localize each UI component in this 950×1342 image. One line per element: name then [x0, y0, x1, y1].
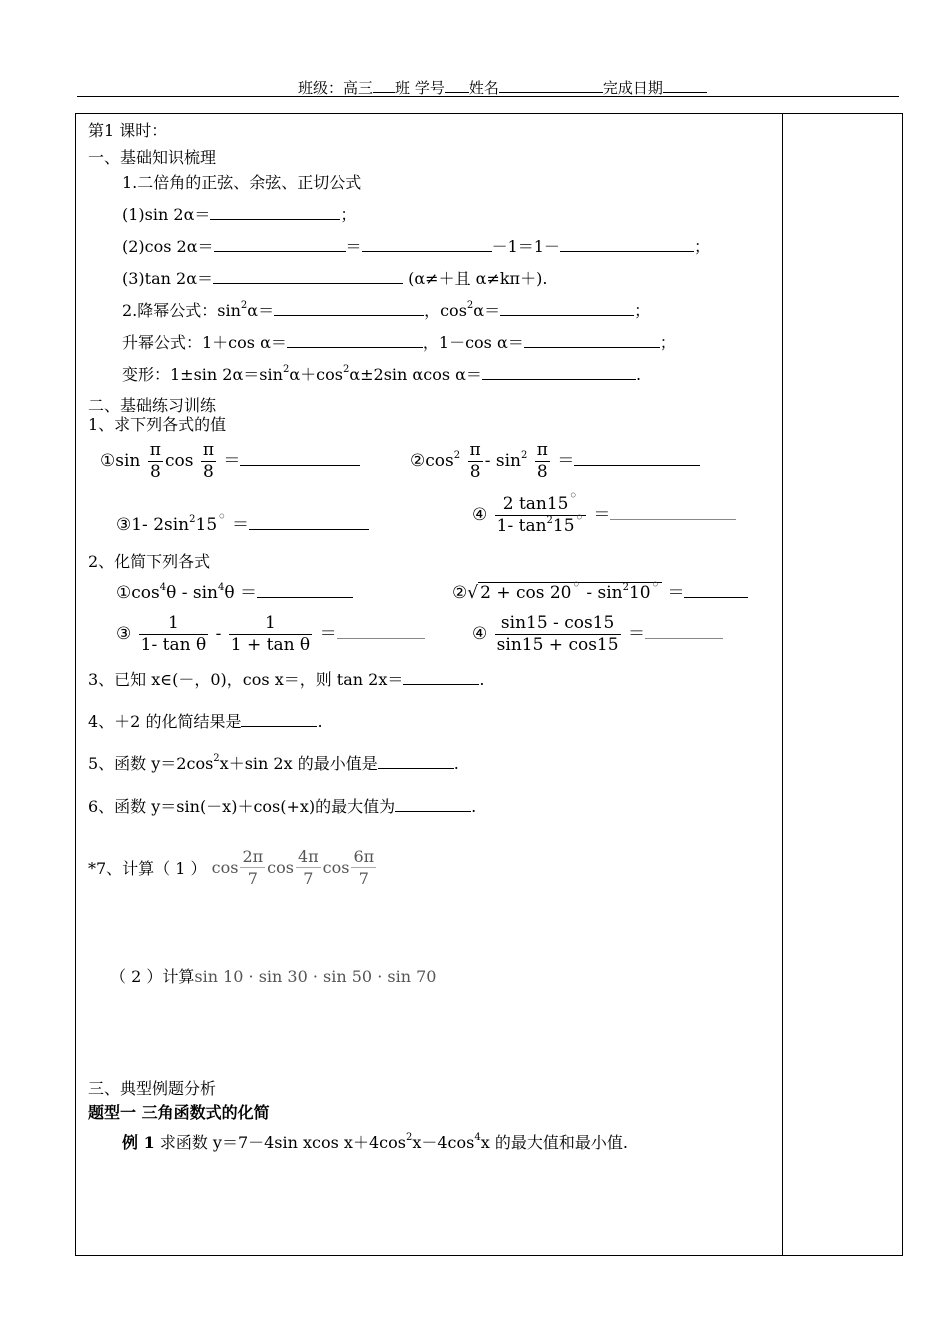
- q5: [88, 751, 459, 774]
- ex1-b: x－4cos: [412, 1133, 475, 1152]
- header: [298, 77, 707, 98]
- num: [495, 486, 586, 515]
- frac-pi-8: [535, 440, 550, 483]
- minus-sin: - sin: [484, 451, 521, 471]
- frac-2pi-7: [240, 846, 265, 889]
- den: 7: [296, 867, 321, 889]
- item2b-blank-2[interactable]: [524, 333, 660, 348]
- den: 1- tan θ: [140, 635, 207, 655]
- q7b-label: （ 2 ）计算: [110, 967, 195, 986]
- q1-3-label: ③1- 2sin: [116, 515, 190, 535]
- rad-c: 10: [628, 583, 651, 603]
- sup: 2: [405, 1132, 413, 1143]
- q1-1-label: ①sin: [100, 451, 141, 471]
- q6-blank[interactable]: [395, 797, 471, 812]
- sup: 4: [218, 582, 225, 593]
- q4-text: 4、＋2 的化简结果是: [88, 712, 242, 731]
- class-suffix: 班: [395, 79, 411, 97]
- item2c-c: α±2sin αcos α＝: [349, 365, 482, 384]
- sup: 2: [520, 450, 528, 461]
- num: π: [149, 440, 161, 460]
- num: 6π: [353, 847, 375, 866]
- q1-2-blank[interactable]: [574, 451, 700, 466]
- section1-title: 一、基础知识梳理: [88, 148, 217, 167]
- item1-heading: 1.二倍角的正弦、余弦、正切公式: [122, 173, 362, 192]
- q3-blank[interactable]: [403, 670, 479, 685]
- num: π: [202, 440, 215, 460]
- q1-2: $②\cos^2$ $\frac{\pi}{8}$ - $\sin^2$ $\frac{\pi}{8}$ ＝: [410, 440, 700, 483]
- q1-heading: 1、求下列各式的值: [88, 415, 227, 434]
- sup: 4: [159, 582, 167, 593]
- den: 8: [468, 461, 483, 483]
- id-blank[interactable]: [445, 78, 469, 93]
- f3-end: (α≠＋且 α≠kπ＋).: [408, 269, 548, 288]
- sup: 2: [282, 364, 290, 375]
- item2a-text: 2.降幂公式：sin: [122, 301, 241, 320]
- tan-den: 1- tan: [496, 516, 547, 536]
- num: 4π: [297, 847, 319, 866]
- f1-blank[interactable]: [210, 205, 340, 220]
- q3-text: 3、已知 x∈(－，0)，cos x＝，则 tan 2x＝: [88, 670, 404, 689]
- degree: ◦: [571, 575, 581, 594]
- item2c-blank[interactable]: [482, 365, 636, 380]
- q6-end: .: [471, 797, 477, 816]
- q1-4-label: ④: [472, 505, 488, 525]
- item2a-c: ，cos: [424, 301, 467, 320]
- den: 1 + tan θ: [230, 635, 311, 655]
- frac-6pi-7: [351, 846, 376, 889]
- sup: 2: [213, 753, 220, 764]
- sup: 2: [622, 582, 629, 593]
- date-label: 完成日期: [602, 79, 663, 97]
- frac-tan: [495, 486, 586, 537]
- f2-blank-2[interactable]: [362, 237, 492, 252]
- tan-num: 2 tan15: [502, 494, 569, 514]
- q5-text: 5、函数 y＝2cos: [88, 754, 214, 773]
- frac-pi-8: [468, 440, 483, 483]
- frac-pi-8: [201, 440, 216, 483]
- sup: 2: [240, 300, 248, 311]
- item2c-text: 变形：1±sin 2α＝sin: [122, 365, 283, 384]
- q2-3-label: ③: [116, 624, 132, 644]
- margin-column-divider: [782, 113, 783, 1256]
- name-label: 姓名: [468, 79, 499, 97]
- q4-blank[interactable]: [241, 712, 317, 727]
- q6-text: 6、函数 y＝sin(－x)＋cos(+x)的最大值为: [88, 797, 396, 816]
- f1-end: ；: [340, 205, 357, 224]
- q1-3-blank[interactable]: [249, 515, 369, 530]
- q2-2: ②√ $2 + \cos 20^◦ - \sin^210^◦$ ＝: [452, 578, 748, 603]
- header-rule: [77, 96, 899, 97]
- q2-4: ④ $\frac{\sin 15 - \cos 15}{\sin 15 + \cos 15}$ ＝: [472, 613, 723, 656]
- den: 8: [535, 461, 550, 483]
- q2-3-blank[interactable]: [337, 624, 425, 639]
- q2-3: ③ $\frac{1}{\text{1- tan θ}}$ - $\frac{1}{\text{1 + tan θ}}$ ＝: [116, 613, 425, 656]
- type1-text: 题型一 三角函数式的化简: [88, 1103, 270, 1122]
- id-label: 学号: [414, 79, 445, 97]
- q3: [88, 667, 484, 690]
- f2-blank-1[interactable]: [214, 237, 346, 252]
- cos: cos: [267, 858, 294, 877]
- q2-2-label: ②: [452, 583, 468, 603]
- num: π: [469, 440, 481, 460]
- formula-tan2a: [122, 266, 547, 289]
- formula-cos2a: [122, 234, 710, 257]
- den: 7: [240, 867, 265, 889]
- degree: ◦: [568, 486, 578, 505]
- cos: cos: [211, 858, 239, 877]
- f2-end: ；: [693, 237, 710, 256]
- type1-heading: [88, 1100, 270, 1123]
- q2-1-mid: θ - sin: [166, 583, 219, 603]
- num: 2π: [242, 847, 264, 866]
- f2-text: (2)cos 2α＝: [122, 237, 214, 256]
- lesson-title: 第1 课时：: [88, 121, 168, 140]
- num: π: [536, 440, 548, 460]
- q1-3: ③1- $2\sin^215^◦$ ＝: [116, 510, 369, 535]
- q1-2-label: ②cos: [410, 451, 454, 471]
- item2a-blank-1[interactable]: [274, 301, 424, 316]
- frac-b: [229, 613, 312, 656]
- ex1-text: 求函数 y＝7－4sin xcos x＋4cos: [159, 1133, 406, 1152]
- q2-4-blank[interactable]: [645, 624, 723, 639]
- f3-blank[interactable]: [213, 269, 403, 284]
- q7b-expr: sin 10 · sin 30 · sin 50 · sin 70: [194, 967, 437, 986]
- item2a-b: α＝: [247, 301, 275, 320]
- q2-heading: 2、化简下列各式: [88, 552, 211, 571]
- q1-1-blank[interactable]: [240, 451, 360, 466]
- class-blank[interactable]: [373, 78, 395, 93]
- frac-a: [139, 613, 209, 656]
- fifteen: 15: [195, 515, 218, 535]
- q4-end: .: [317, 712, 323, 731]
- radical: [478, 575, 662, 603]
- name-blank[interactable]: [499, 78, 603, 93]
- f2-mid: －1＝1－: [491, 237, 560, 256]
- frac-pi-8: [148, 440, 163, 483]
- section3-title: 三、典型例题分析: [88, 1079, 217, 1098]
- q2-1-end: θ ＝: [224, 583, 258, 603]
- q5-blank[interactable]: [378, 754, 454, 769]
- item2b-end: ；: [659, 333, 676, 352]
- q7: [88, 846, 378, 889]
- f2-eq: ＝: [345, 237, 362, 256]
- num: sin15 - cos15: [500, 613, 615, 633]
- den: sin15 + cos15: [496, 635, 619, 655]
- rad-b: - sin: [586, 583, 623, 603]
- frac-c: [495, 613, 621, 656]
- item2a-blank-2[interactable]: [500, 301, 634, 316]
- q7b: [110, 964, 436, 987]
- degree: ◦: [217, 507, 227, 526]
- sup: 2: [453, 450, 461, 461]
- frac-4pi-7: [296, 846, 321, 889]
- section2-title: 二、基础练习训练: [88, 396, 217, 415]
- degree: ◦: [574, 508, 584, 527]
- example1: [122, 1130, 628, 1153]
- item2c-b: α＋cos: [289, 365, 343, 384]
- q2-1-label: ①cos: [116, 583, 160, 603]
- item2b-text: 升幂公式：1＋cos α＝: [122, 333, 287, 352]
- sup: 2: [546, 515, 553, 526]
- rad-a: 2 + cos 20: [480, 583, 572, 603]
- f1-text: (1)sin 2α＝: [122, 205, 211, 224]
- date-blank[interactable]: [663, 78, 707, 93]
- f2-blank-3[interactable]: [560, 237, 694, 252]
- q1-1: ①sin $\frac{\pi}{8}$ cos $\frac{\pi}{8}$ ＝: [100, 440, 360, 483]
- q2-2-blank[interactable]: [684, 583, 748, 598]
- fifteen: 15: [552, 516, 575, 536]
- cos: cos: [322, 858, 350, 877]
- q2-1-blank[interactable]: [257, 583, 353, 598]
- q7-label: *7、计算（ 1 ）: [88, 859, 207, 878]
- q4: [88, 709, 323, 732]
- sup: 2: [342, 364, 350, 375]
- q6: [88, 794, 476, 817]
- q3-end: .: [479, 670, 485, 689]
- formula-sin2a: [122, 202, 356, 225]
- class-label: 班级：高三: [298, 79, 374, 97]
- power-reduction: [122, 298, 650, 321]
- item2a-d: α＝: [473, 301, 501, 320]
- transformation: [122, 362, 641, 385]
- ex1-c: x 的最大值和最小值.: [480, 1133, 628, 1152]
- num: 1: [265, 613, 276, 633]
- f3-text: (3)tan 2α＝: [122, 269, 214, 288]
- q1-4-blank[interactable]: [610, 505, 736, 520]
- q1-4: ④ $\frac{2 \tan 15^◦}{1- \tan^215^◦}$ ＝: [472, 494, 736, 537]
- power-raising: [122, 330, 676, 353]
- q2-4-label: ④: [472, 624, 488, 644]
- degree: ◦: [650, 575, 661, 594]
- den: [495, 508, 586, 537]
- den: 8: [148, 461, 163, 483]
- item2a-end: ；: [634, 301, 651, 320]
- item2c-end: .: [635, 365, 642, 384]
- sup: 2: [189, 514, 196, 525]
- sup: 4: [474, 1132, 481, 1143]
- den: 7: [351, 867, 376, 889]
- sup: 2: [466, 300, 474, 311]
- q5-end: .: [453, 754, 459, 773]
- cos: cos: [164, 451, 194, 471]
- item2b-blank-1[interactable]: [287, 333, 423, 348]
- item2b-c: ，1－cos α＝: [422, 333, 524, 352]
- ex1-label: 例 1: [122, 1133, 155, 1152]
- num: 1: [168, 613, 179, 633]
- q2-1: [116, 578, 353, 603]
- q5-b: x＋sin 2x 的最小值是: [219, 754, 378, 773]
- den: 8: [201, 461, 216, 483]
